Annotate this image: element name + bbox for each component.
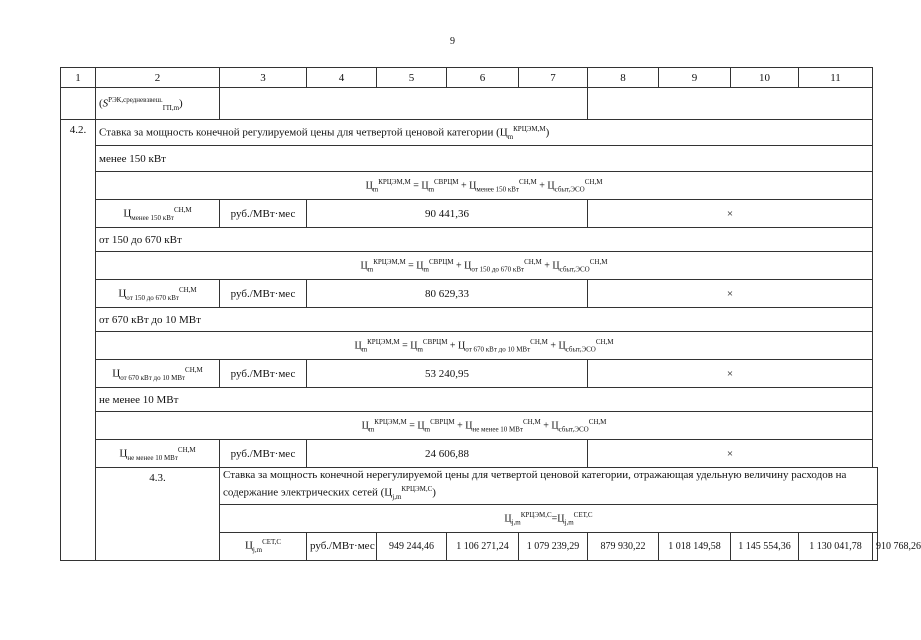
header-cell: 5 [377, 68, 447, 88]
group-title: от 150 до 670 кВт [96, 228, 873, 252]
formula-row [61, 412, 878, 440]
section-title: Ставка за мощность конечной нерегулируемой цены для четвертой ценовой категории, отражающая удельную величину расходов на содержание электрических сетей $(Ц_{j,m}^{КРЦЭМ,С})$ [220, 468, 878, 505]
rate-value: 1 130 041,78 [799, 532, 873, 560]
unit-label: руб./МВт·мес [220, 440, 307, 468]
rate-value: 1 018 149,58 [659, 532, 731, 560]
cross-mark: × [588, 200, 873, 228]
rate-value: 53 240,95 [307, 360, 588, 388]
variable-label: $Ц_{менее 150 кВт}^{СН,М}$ [96, 200, 220, 228]
header-cell: 10 [731, 68, 799, 88]
formula: $Ц_m^{КРЦЭМ,М} = Ц_m^{СВРЦМ} + Ц_{от 670 кВт до 10 МВт}^{СН,М} + Ц_{сбыт,ЭСО}^{СН,М}$ [96, 332, 873, 360]
unit-label: руб./МВт·мес [220, 360, 307, 388]
rate-value: 879 930,22 [588, 532, 659, 560]
section-4-2-title-row [61, 120, 878, 146]
header-cell: 7 [519, 68, 588, 88]
group-title: от 670 кВт до 10 МВт [96, 308, 873, 332]
tariff-table [60, 67, 921, 561]
header-cell: 2 [96, 68, 220, 88]
variable-label: $Ц_{j,m}^{СЕТ,С}$ [220, 532, 307, 560]
section-4-3-title-row [61, 468, 878, 505]
group-title-row [61, 388, 878, 412]
rate-value: 949 244,46 [377, 532, 447, 560]
header-cell: 11 [799, 68, 873, 88]
header-row [61, 68, 878, 88]
unit-label: руб./МВт·мес [307, 532, 377, 560]
group-title-row [61, 308, 878, 332]
formula: $Ц_m^{КРЦЭМ,М} = Ц_m^{СВРЦМ} + Ц_{от 150 до 670 кВт}^{СН,М} + Ц_{сбыт,ЭСО}^{СН,М}$ [96, 252, 873, 280]
header-cell: 8 [588, 68, 659, 88]
rate-value: 24 606,88 [307, 440, 588, 468]
cross-mark: × [588, 360, 873, 388]
section-number: 4.3. [96, 468, 220, 561]
header-cell: 4 [307, 68, 377, 88]
formula: $Ц_{j,m}^{КРЦЭМ,С}=Ц_{j,m}^{СЕТ,С}$ [220, 504, 878, 532]
group-title: менее 150 кВт [96, 146, 873, 172]
continuation-label: $(S^{РЭК,средневзвеш.}_{ГП,m})$ [96, 88, 220, 120]
header-cell: 6 [447, 68, 519, 88]
page-number: 9 [450, 36, 455, 47]
variable-label: $Ц_{от 150 до 670 кВт}^{СН,М}$ [96, 280, 220, 308]
continuation-row [61, 88, 878, 120]
cross-mark: × [588, 280, 873, 308]
formula: $Ц_m^{КРЦЭМ,М} = Ц_m^{СВРЦМ} + Ц_{менее 150 кВт}^{СН,М} + Ц_{сбыт,ЭСО}^{СН,М}$ [96, 172, 873, 200]
unit-label: руб./МВт·мес [220, 200, 307, 228]
value-row [61, 440, 878, 468]
header-cell: 9 [659, 68, 731, 88]
value-row [61, 360, 878, 388]
value-row [61, 200, 878, 228]
header-cell: 3 [220, 68, 307, 88]
section-title: Ставка за мощность конечной регулируемой цены для четвертой ценовой категории $(Ц_m^{КРЦЭМ,М})$ [96, 120, 873, 146]
group-title-row [61, 146, 878, 172]
value-row [61, 280, 878, 308]
unit-label: руб./МВт·мес [220, 280, 307, 308]
formula-row [61, 252, 878, 280]
formula-row [61, 172, 878, 200]
rate-value: 1 106 271,24 [447, 532, 519, 560]
rate-value: 90 441,36 [307, 200, 588, 228]
rate-value: 910 768,26 [873, 532, 878, 560]
header-cell: 1 [61, 68, 96, 88]
rate-value: 1 145 554,36 [731, 532, 799, 560]
formula-row [61, 332, 878, 360]
group-title: не менее 10 МВт [96, 388, 873, 412]
rate-value: 80 629,33 [307, 280, 588, 308]
rate-value: 1 079 239,29 [519, 532, 588, 560]
formula: $Ц_m^{КРЦЭМ,М} = Ц_m^{СВРЦМ} + Ц_{не менее 10 МВт}^{СН,М} + Ц_{сбыт,ЭСО}^{СН,М}$ [96, 412, 873, 440]
group-title-row [61, 228, 878, 252]
variable-label: $Ц_{от 670 кВт до 10 МВт}^{СН,М}$ [96, 360, 220, 388]
cross-mark: × [588, 440, 873, 468]
variable-label: $Ц_{не менее 10 МВт}^{СН,М}$ [96, 440, 220, 468]
section-number: 4.2. [61, 120, 96, 561]
